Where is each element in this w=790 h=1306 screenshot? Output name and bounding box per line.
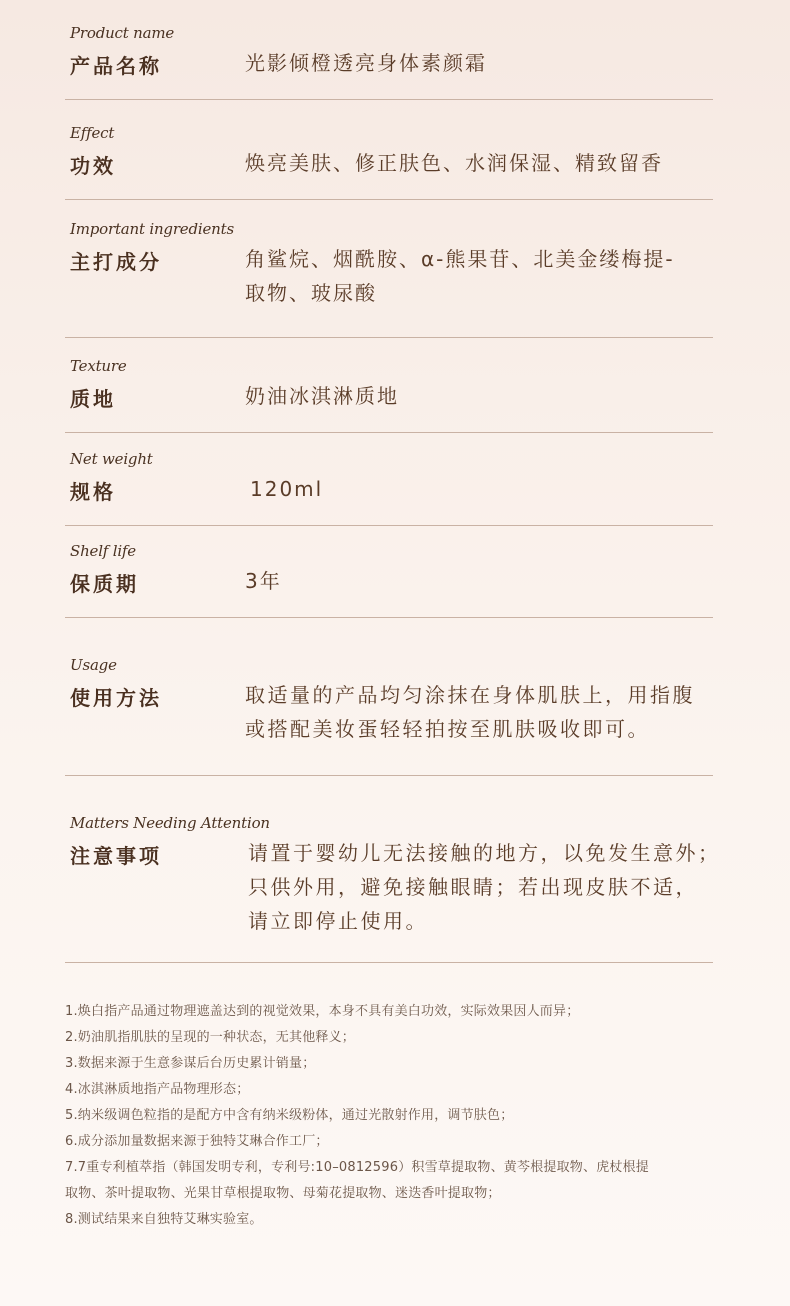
footnote-line: 2.奶油肌指肌肤的呈现的一种状态，无其他释义； (65, 1030, 356, 1045)
effect-en-label: Effect (70, 124, 115, 142)
attention-value-line-3: 请立即停止使用。 (248, 909, 428, 933)
product-name-cn-label: 产品名称 (70, 54, 162, 78)
net-weight-cn-label: 规格 (70, 480, 116, 504)
net-weight-en-label: Net weight (70, 450, 153, 468)
product-name-en-label: Product name (70, 24, 175, 42)
effect-value: 焕亮美肤、修正肤色、水润保湿、精致留香 (245, 151, 663, 175)
texture-cn-label: 质地 (70, 387, 116, 411)
footnote-line: 取物、茶叶提取物、光果甘草根提取物、母菊花提取物、迷迭香叶提取物； (65, 1186, 501, 1201)
attention-en-label: Matters Needing Attention (70, 814, 270, 832)
product-name-value: 光影倾橙透亮身体素颜霜 (245, 51, 487, 75)
footnote-line: 8.测试结果来自独特艾琳实验室。 (65, 1212, 263, 1227)
section-divider (65, 199, 713, 200)
texture-en-label: Texture (70, 357, 127, 375)
section-divider (65, 337, 713, 338)
effect-cn-label: 功效 (70, 154, 116, 178)
footnote-line: 1.焕白指产品通过物理遮盖达到的视觉效果，本身不具有美白功效，实际效果因人而异； (65, 1004, 580, 1019)
footnote-line: 4.冰淇淋质地指产品物理形态； (65, 1082, 250, 1097)
ingredients-value-line-1: 角鲨烷、烟酰胺、α-熊果苷、北美金缕梅提- (245, 247, 675, 271)
footnotes (65, 999, 725, 1233)
shelf-life-cn-label: 保质期 (70, 572, 139, 596)
usage-value-line-1: 取适量的产品均匀涂抹在身体肌肤上，用指腹 (245, 683, 695, 707)
usage-cn-label: 使用方法 (70, 686, 162, 710)
ingredients-cn-label: 主打成分 (70, 250, 162, 274)
net-weight-value: 120ml (250, 477, 324, 501)
section-divider (65, 99, 713, 100)
texture-value: 奶油冰淇淋质地 (245, 384, 399, 408)
footnote-line: 7.7重专利植萃指（韩国发明专利，专利号:10–0812596）积雪草提取物、黄芩根提取物、虎杖根提 (65, 1160, 649, 1175)
section-divider (65, 775, 713, 776)
ingredients-en-label: Important ingredients (70, 220, 234, 238)
shelf-life-en-label: Shelf life (70, 542, 136, 560)
attention-value-line-2: 只供外用，避免接触眼睛；若出现皮肤不适， (248, 875, 698, 899)
footnote-line: 3.数据来源于生意参谋后台历史累计销量； (65, 1056, 316, 1071)
footnote-line: 5.纳米级调色粒指的是配方中含有纳米级粉体，通过光散射作用，调节肤色； (65, 1108, 514, 1123)
section-divider (65, 962, 713, 963)
attention-value-line-1: 请置于婴幼儿无法接触的地方，以免发生意外； (248, 841, 721, 865)
section-divider (65, 525, 713, 526)
section-divider (65, 432, 713, 433)
section-divider (65, 617, 713, 618)
usage-en-label: Usage (70, 656, 117, 674)
ingredients-value-line-2: 取物、玻尿酸 (245, 281, 377, 305)
attention-cn-label: 注意事项 (70, 844, 162, 868)
usage-value-line-2: 或搭配美妆蛋轻轻拍按至肌肤吸收即可。 (245, 717, 650, 741)
shelf-life-value: 3年 (245, 569, 282, 593)
footnote-line: 6.成分添加量数据来源于独特艾琳合作工厂； (65, 1134, 329, 1149)
